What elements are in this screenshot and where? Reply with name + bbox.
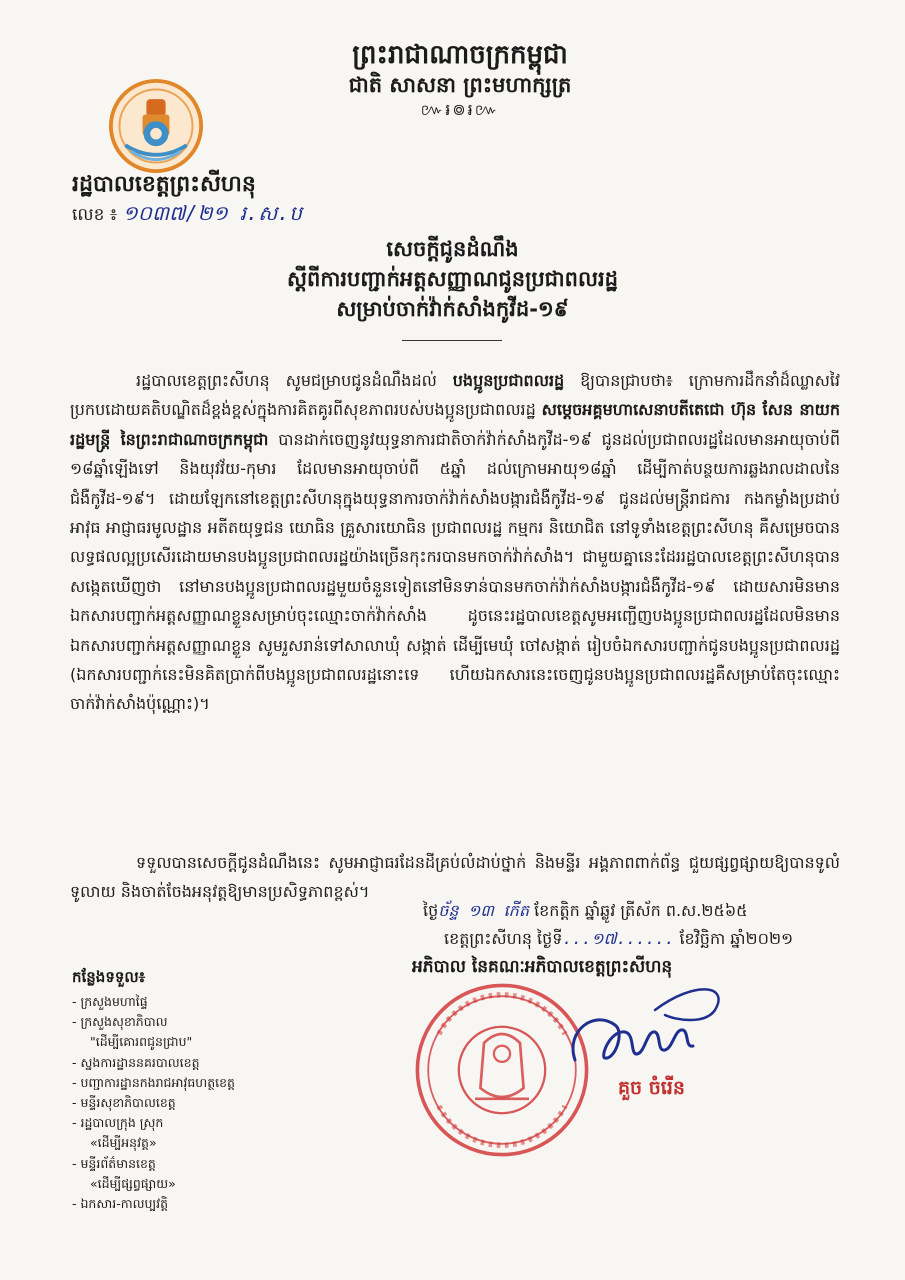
- kingdom-heading: ព្រះរាជាណាចក្រកម្ពុជា: [352, 40, 568, 70]
- signer-name: គួច ចំរើន: [618, 1077, 685, 1099]
- lunar-date-handwritten: ច័ន្ទ ១៣ កើត: [438, 901, 529, 920]
- reference-label: លេខ ៖: [72, 205, 118, 225]
- p1-part-d: សម្តេចអគ្គមហាសេនាបតីតេជោ ហ៊ុន សែន នាយករដ្ឋមន្ត្រី នៃព្រះរាជាណាចក្រកម្ពុជា: [70, 400, 840, 449]
- recipient-note: "ដើម្បីគោរពជូនជ្រាប": [90, 1034, 193, 1050]
- p1-part-a: រដ្ឋបាលខេត្តព្រះសីហនុ សូមជម្រាបជូនដំណឹងដល់: [136, 371, 453, 390]
- p1-part-c: ឱ្យបានជ្រាបថា៖ ក្រោមការដឹកនាំដ៏ឈ្លាសវៃប្រកបដោយគតិបណ្ឌិតដ៏ខ្ពង់ខ្ពស់ក្នុងការគិតគូរពីសុខភាពរបស់បងប្អូនប្រជាពលរដ្ឋ: [70, 371, 840, 420]
- reference-line: [72, 200, 302, 230]
- p1-part-e: បានដាក់ចេញនូវយុទ្ធនាការជាតិចាក់វ៉ាក់សាំងកូវីដ-១៩ ជូនដល់ប្រជាពលរដ្ឋដែលមានអាយុចាប់ពី ១៨ឆ្នាំឡើងទៅ និងយុវវ័យ-កុមារ ដែលមានអាយុចាប់ពី ៥ឆ្នាំ ដល់ក្រោមអាយុ១៨ឆ្នាំ ដើម្បីកាត់បន្ថយការឆ្លងរាលដាលនៃជំងឺកូវីដ-១៩។ ដោយឡែកនៅខេត្តព្រះសីហនុក្នុងយុទ្ធនាការចាក់វ៉ាក់សាំងបង្ការជំងឺកូវីដ-១៩ ជូនដល់មន្ត្រីរាជការ កងកម្លាំងប្រដាប់អាវុធ អាជ្ញាធរមូលដ្ឋាន អតីតយុទ្ធជន យោធិន គ្រួសារយោធិន ប្រជាពលរដ្ឋ កម្មករ និយោជិត នៅទូទាំងខេត្តព្រះសីហនុ គឺសម្រេចបានលទ្ធផលល្អប្រសើរដោយមានបងប្អូនប្រជាពលរដ្ឋយ៉ាងច្រើនកុះករបានមកចាក់វ៉ាក់សាំង។ ជាមួយគ្នានេះដែររដ្ឋបាលខេត្តព្រះសីហនុបានសង្កេតឃើញថា នៅមានបងប្អូនប្រជាពលរដ្ឋមួយចំនួនទៀតនៅមិនទាន់បានមកចាក់វ៉ាក់សាំងបង្ការជំងឺកូវីដ-១៩ ដោយសារមិនមានឯកសារបញ្ជាក់អត្តសញ្ញាណខ្លួនសម្រាប់ចុះឈ្មោះចាក់វ៉ាក់សាំង ដូចនេះរដ្ឋបាលខេត្តសូមអញ្ជើញបងប្អូនប្រជាពលរដ្ឋដែលមិនមានឯកសារបញ្ជាក់អត្តសញ្ញាណខ្លួន សូមរួសរាន់ទៅសាលាឃុំ សង្កាត់ ដើម្បីមេឃុំ ចៅសង្កាត់ រៀបចំឯកសារបញ្ជាក់ជូនបងប្អូនប្រជាពលរដ្ឋ (ឯកសារបញ្ជាក់នេះមិនគិតប្រាក់ពីបងប្អូនប្រជាពលរដ្ឋនោះទេ ហើយឯកសារនេះចេញជូនបងប្អូនប្រជាពលរដ្ឋគឺសម្រាប់តែចុះឈ្មោះចាក់វ៉ាក់សាំងប៉ុណ្ណោះ)។: [70, 429, 840, 714]
- handwritten-signature-icon: [555, 970, 735, 1090]
- solar-date-suffix: ខែវិច្ឆិកា ឆ្នាំ២០២១: [674, 929, 794, 948]
- national-motto: ជាតិ សាសនា ព្រះមហាក្សត្រ: [348, 73, 572, 97]
- document-subject-cont: សម្រាប់ចាក់វ៉ាក់សាំងកូវីដ-១៩: [336, 297, 569, 321]
- recipient-note: «ដើម្បីផ្សព្វផ្សាយ»: [90, 1175, 176, 1191]
- p1-part-b: បងប្អូនប្រជាពលរដ្ឋ: [452, 371, 565, 390]
- recipients-list: [72, 992, 272, 1214]
- lunar-date-suffix: ខែកត្តិក ឆ្នាំឆ្លូវ ត្រីស័ក ព.ស.២៥៦៥: [528, 901, 748, 920]
- recipient-item: - បញ្ជាការដ្ឋានកងរាជអាវុធហត្ថខេត្ត: [72, 1074, 235, 1090]
- title-divider: [402, 340, 502, 341]
- recipient-item: - ក្រសួងមហាផ្ទៃ: [72, 994, 148, 1009]
- reference-number: ១០៣៧/២១ រ.ស.ប: [122, 201, 302, 225]
- recipients-heading: កន្លែងទទួល៖: [72, 968, 146, 986]
- recipient-item: - មន្ទីរសុខាភិបាលខេត្ត: [72, 1095, 176, 1111]
- header-ornament: ៚៛៙៛៚: [420, 100, 500, 119]
- solar-date: [444, 928, 793, 952]
- recipient-item: - ស្នងការដ្ឋាននគរបាលខេត្ត: [72, 1054, 200, 1070]
- recipient-item: - រដ្ឋបាលក្រុង ស្រុក: [72, 1115, 164, 1131]
- body-paragraph-1: [70, 366, 840, 719]
- recipient-item: - ឯកសារ-កាលប្បវត្តិ: [72, 1196, 169, 1212]
- recipient-item: - ក្រសួងសុខាភិបាល: [72, 1014, 168, 1030]
- recipient-item: - មន្ទីរព័ត៌មានខេត្ត: [72, 1155, 156, 1171]
- document-subject: ស្តីពីការបញ្ជាក់អត្តសញ្ញាណជូនប្រជាពលរដ្ឋ: [287, 267, 618, 291]
- solar-date-handwritten: ...១៧......: [562, 929, 675, 948]
- provincial-emblem-icon: [108, 78, 204, 174]
- recipient-note: «ដើម្បីអនុវត្ត»: [90, 1135, 157, 1151]
- lunar-date: [423, 900, 747, 924]
- governor-title: អភិបាល នៃគណៈអភិបាលខេត្តព្រះសីហនុ: [412, 957, 673, 977]
- body-paragraph-2: ទទួលបានសេចក្តីជូនដំណឹងនេះ សូមអាជ្ញាធរដែនដីគ្រប់លំដាប់ថ្នាក់ និងមន្ទីរ អង្គភាពពាក់ព័ន្ធ ជួយផ្សព្វផ្សាយឱ្យបានទូលំទូលាយ និងចាត់ចែងអនុវត្តឱ្យមានប្រសិទ្ធភាពខ្ពស់។: [70, 853, 840, 902]
- lunar-date-prefix: ថ្ងៃ: [423, 901, 439, 920]
- document-title: សេចក្តីជូនដំណឹង: [386, 237, 519, 261]
- issuing-authority: រដ្ឋបាលខេត្តព្រះសីហនុ: [72, 172, 256, 197]
- solar-date-prefix: ខេត្តព្រះសីហនុ ថ្ងៃទី: [444, 929, 563, 948]
